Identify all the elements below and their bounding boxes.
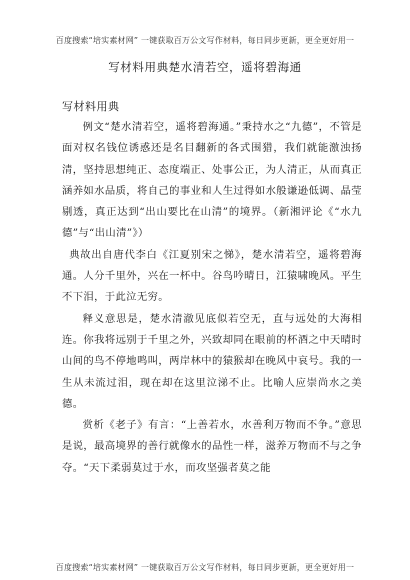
paragraph-example: 例文“楚水清若空，遥将碧海通。”秉持水之“九德”，不管是面对权名钱位诱惑还是名目翻新的各式围猎，我们就能激浊扬清，坚持思想纯正、态度端正、处事公正，为人清正，从而真正涵养如水品质，将自己的事业和人生过得如水般谦逊低调、晶莹剔透，真正达到“出山要比在山清”的境界。（新湘评论《“水九德”与“出山清”》） [62, 121, 362, 240]
top-banner: 百度搜索“培实素材网” 一键获取百万公文写作材料，每日同步更新，更全更好用一 [55, 36, 355, 45]
section-heading: 写材料用典 [62, 100, 120, 113]
document-body [62, 117, 362, 479]
paragraph-source: 典故出自唐代李白《江夏别宋之悌》，楚水清若空，遥将碧海通。人分千里外，兴在一杯中。谷鸟吟晴日，江猿啸晚风。平生不下泪，于此泣无穷。 [62, 248, 362, 304]
document-title: 写材料用典楚水清若空，遥将碧海通 [108, 60, 302, 74]
paragraph-appreciation: 赏析《老子》有言：“上善若水，水善利万物而不争。”意思是说，最高境界的善行就像水的品性一样，滋养万物而不与之争夺。“天下柔弱莫过于水，而攻坚强者莫之能 [62, 419, 362, 474]
bottom-banner: 百度搜索“培实素材网” 一键获取百万公文写作材料，每日同步更新，更全更好用一 [55, 563, 355, 572]
paragraph-explanation: 释义意思是，楚水清澈见底似若空无，直与远处的大海相连。你我将远别于千里之外，兴致却同在眼前的杯酒之中天晴时山间的鸟不停地鸣叫，两岸林中的猿猴却在晚风中哀号。我的一生从未流过泪，现在却在这里泣涕不止。比喻人应崇尚水之美德。 [62, 312, 362, 410]
